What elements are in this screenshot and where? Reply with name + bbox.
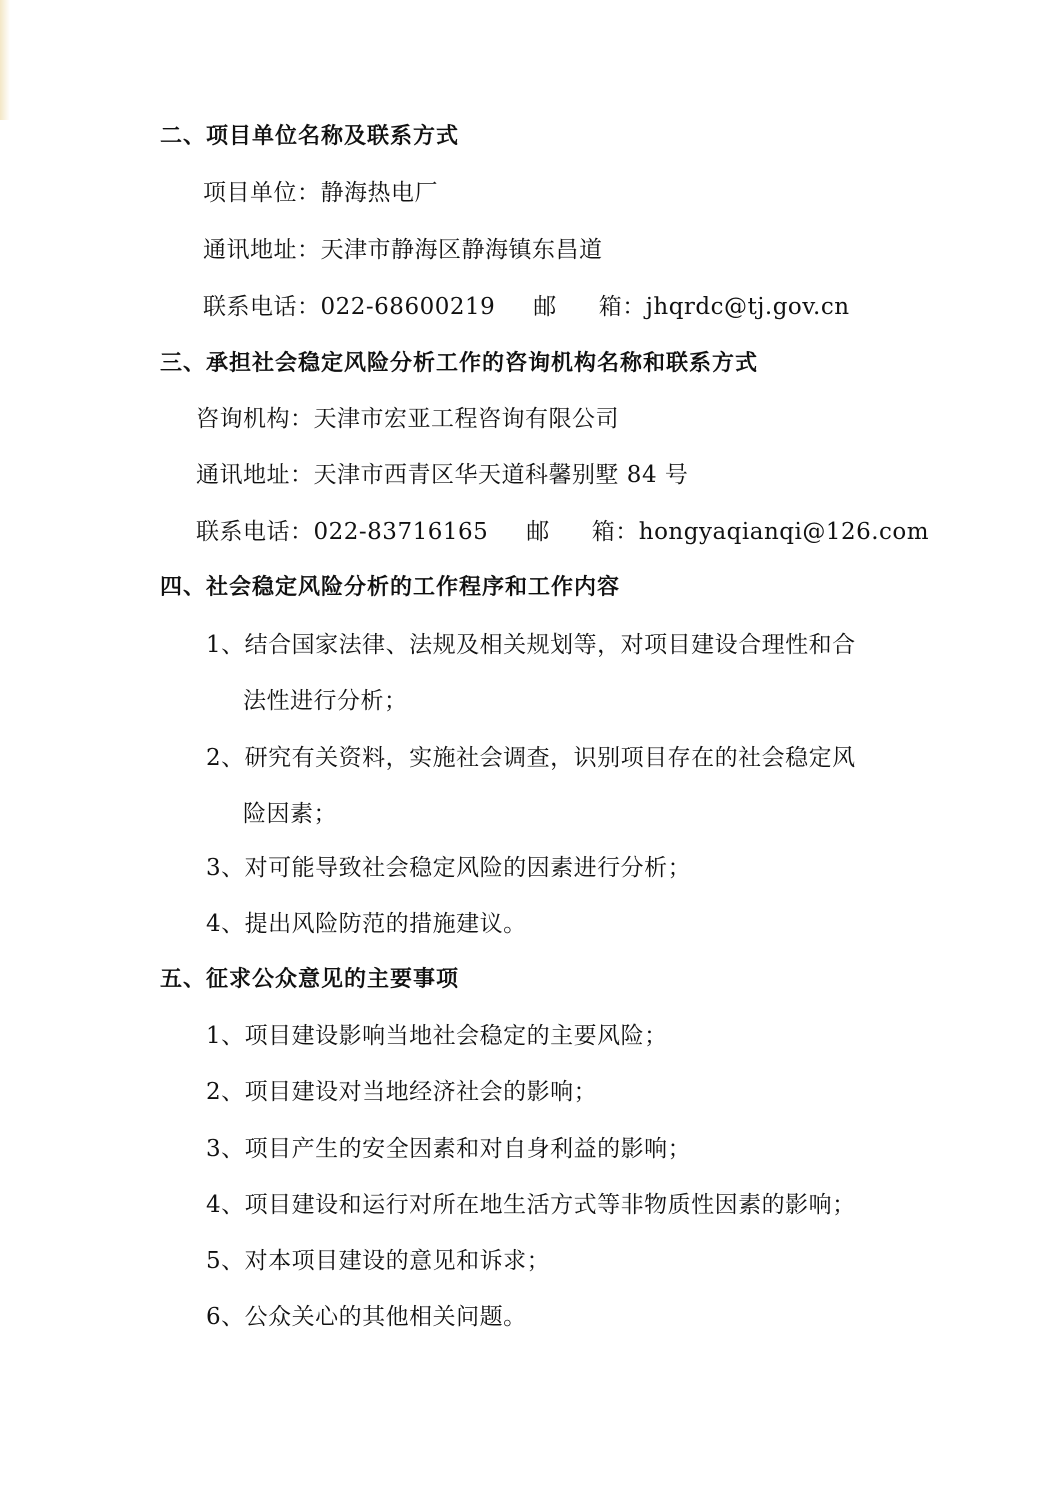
consult-mail-label-1: 邮 bbox=[526, 519, 550, 545]
procedure-item-2-line1: 2、研究有关资料，实施社会调查，识别项目存在的社会稳定风 bbox=[206, 745, 856, 771]
public-item-2: 2、项目建设对当地经济社会的影响； bbox=[206, 1079, 598, 1105]
procedure-item-1-line1: 1、结合国家法律、法规及相关规划等，对项目建设合理性和合 bbox=[206, 632, 856, 658]
procedure-item-3: 3、对可能导致社会稳定风险的因素进行分析； bbox=[206, 855, 692, 881]
project-phone-value: 022-68600219 bbox=[320, 294, 496, 320]
consult-address-value: 天津市西青区华天道科馨别墅 84 号 bbox=[313, 462, 689, 488]
consult-address-line bbox=[196, 460, 688, 490]
consult-phone-label: 联系电话： bbox=[196, 519, 314, 545]
section4-heading: 四、社会稳定风险分析的工作程序和工作内容 bbox=[160, 575, 621, 600]
public-item-5: 5、对本项目建设的意见和诉求； bbox=[206, 1248, 551, 1274]
consult-email-value: hongyaqianqi@126.com bbox=[638, 519, 930, 545]
section5-heading: 五、征求公众意见的主要事项 bbox=[160, 967, 460, 992]
procedure-item-1-line2: 法性进行分析； bbox=[243, 688, 408, 714]
project-address-value: 天津市静海区静海镇东昌道 bbox=[320, 237, 603, 263]
consult-org-label: 咨询机构： bbox=[196, 406, 314, 432]
public-item-1: 1、项目建设影响当地社会稳定的主要风险； bbox=[206, 1023, 668, 1049]
public-item-4: 4、项目建设和运行对所在地生活方式等非物质性因素的影响； bbox=[206, 1192, 856, 1218]
consult-contact-line bbox=[196, 517, 929, 547]
consult-org-value: 天津市宏亚工程咨询有限公司 bbox=[313, 406, 619, 432]
public-item-3: 3、项目产生的安全因素和对自身利益的影响； bbox=[206, 1136, 692, 1162]
consult-mail-label-2: 箱： bbox=[591, 519, 639, 545]
procedure-item-4: 4、提出风险防范的措施建议。 bbox=[206, 911, 527, 937]
public-item-6: 6、公众关心的其他相关问题。 bbox=[206, 1304, 527, 1330]
project-contact-line bbox=[203, 292, 850, 322]
section2-heading: 二、项目单位名称及联系方式 bbox=[160, 124, 460, 149]
project-mail-label-1: 邮 bbox=[533, 294, 557, 320]
project-mail-label-2: 箱： bbox=[598, 294, 646, 320]
project-unit-label: 项目单位： bbox=[203, 180, 321, 206]
consult-phone-value: 022-83716165 bbox=[313, 519, 489, 545]
consult-address-label: 通讯地址： bbox=[196, 462, 314, 488]
scan-edge-shade bbox=[0, 0, 10, 120]
project-email-value: jhqrdc@tj.gov.cn bbox=[645, 294, 850, 320]
consult-org-line bbox=[196, 404, 619, 434]
project-address-label: 通讯地址： bbox=[203, 237, 321, 263]
project-phone-label: 联系电话： bbox=[203, 294, 321, 320]
section3-heading: 三、承担社会稳定风险分析工作的咨询机构名称和联系方式 bbox=[160, 351, 759, 376]
project-unit-line bbox=[203, 178, 438, 208]
project-unit-value: 静海热电厂 bbox=[320, 180, 438, 206]
project-address-line bbox=[203, 235, 603, 265]
procedure-item-2-line2: 险因素； bbox=[243, 801, 337, 827]
